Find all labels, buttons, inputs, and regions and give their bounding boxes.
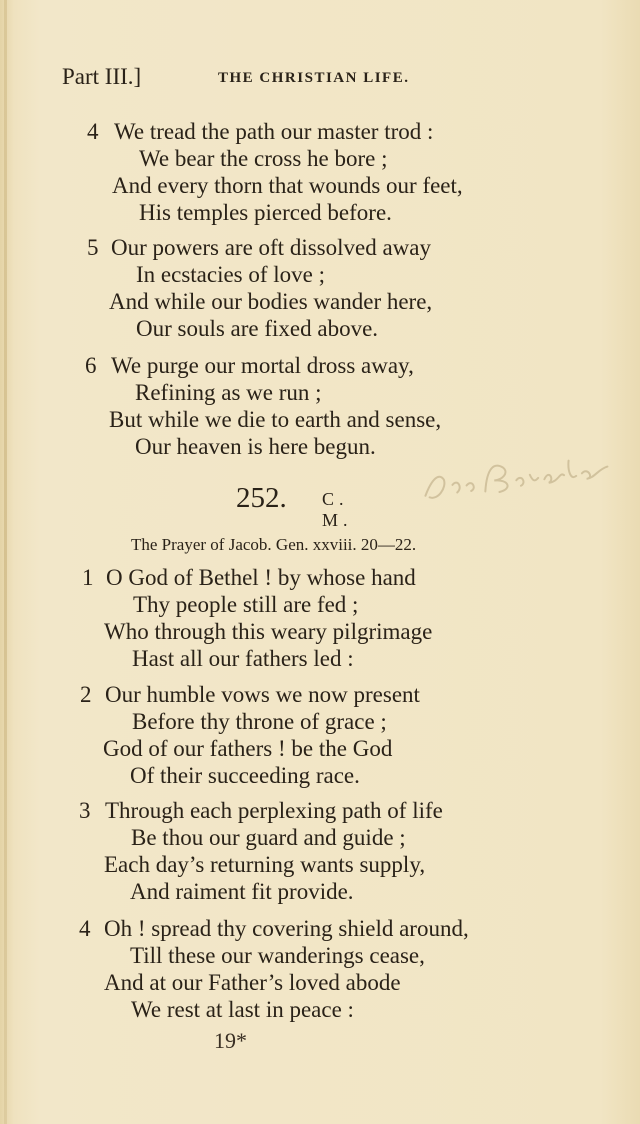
- signature-mark: 19*: [214, 1028, 247, 1053]
- page-edge: [4, 0, 7, 1124]
- verse-line: Of their succeeding race.: [130, 763, 360, 788]
- stanza-number: 5: [87, 235, 99, 260]
- verse-line: We bear the cross he bore ;: [139, 146, 388, 171]
- verse-line: Our souls are fixed above.: [136, 316, 379, 341]
- verse-line: Each day’s returning wants supply,: [104, 852, 426, 877]
- hymn-subtitle: The Prayer of Jacob. Gen. xxviii. 20—22.: [131, 535, 417, 554]
- verse-line: Be thou our guard and guide ;: [131, 825, 406, 850]
- verse-line: Our heaven is here begun.: [135, 434, 376, 459]
- verse-line: Till these our wanderings cease,: [130, 943, 425, 968]
- hymn-meter: C. M.: [322, 489, 353, 530]
- verse-line: His temples pierced before.: [139, 200, 392, 225]
- stanza-number: 6: [85, 353, 97, 378]
- verse-line: Hast all our fathers led :: [132, 646, 354, 671]
- running-header: [62, 64, 602, 98]
- verse-line: Through each perplexing path of life: [105, 798, 443, 823]
- stanza-number: 4: [79, 916, 91, 941]
- verse-line: Oh ! spread thy covering shield around,: [104, 916, 469, 941]
- stanza-number: 4: [87, 119, 99, 144]
- stanza-number: 1: [82, 565, 94, 590]
- section-title: THE CHRISTIAN LIFE.: [218, 70, 410, 86]
- verse-line: O God of Bethel ! by whose hand: [106, 565, 416, 590]
- hymn-number: 252.: [236, 482, 287, 514]
- verse-line: Before thy throne of grace ;: [132, 709, 387, 734]
- verse-line: And while our bodies wander here,: [109, 289, 433, 314]
- verse-line: Our powers are oft dissolved away: [111, 235, 431, 260]
- verse-line: But while we die to earth and sense,: [109, 407, 442, 432]
- verse-line: Thy people still are fed ;: [133, 592, 359, 617]
- verse-line: And raiment fit provide.: [130, 879, 354, 904]
- verse-line: And at our Father’s loved abode: [104, 970, 401, 995]
- verse-line: Who through this weary pilgrimage: [104, 619, 433, 644]
- verse-line: We purge our mortal dross away,: [111, 353, 414, 378]
- verse-line: Our humble vows we now present: [105, 682, 420, 707]
- verse-line: In ecstacies of love ;: [136, 262, 326, 287]
- verse-line: We tread the path our master trod :: [114, 119, 434, 144]
- verse-line: Refining as we run ;: [135, 380, 322, 405]
- verse-line: And every thorn that wounds our feet,: [112, 173, 463, 198]
- stanza-number: 3: [79, 798, 91, 823]
- stanza-number: 2: [80, 682, 92, 707]
- part-label: Part III.]: [62, 64, 142, 89]
- handwritten-signature: [416, 442, 620, 513]
- verse-line: God of our fathers ! be the God: [103, 736, 393, 761]
- verse-line: We rest at last in peace :: [131, 997, 354, 1022]
